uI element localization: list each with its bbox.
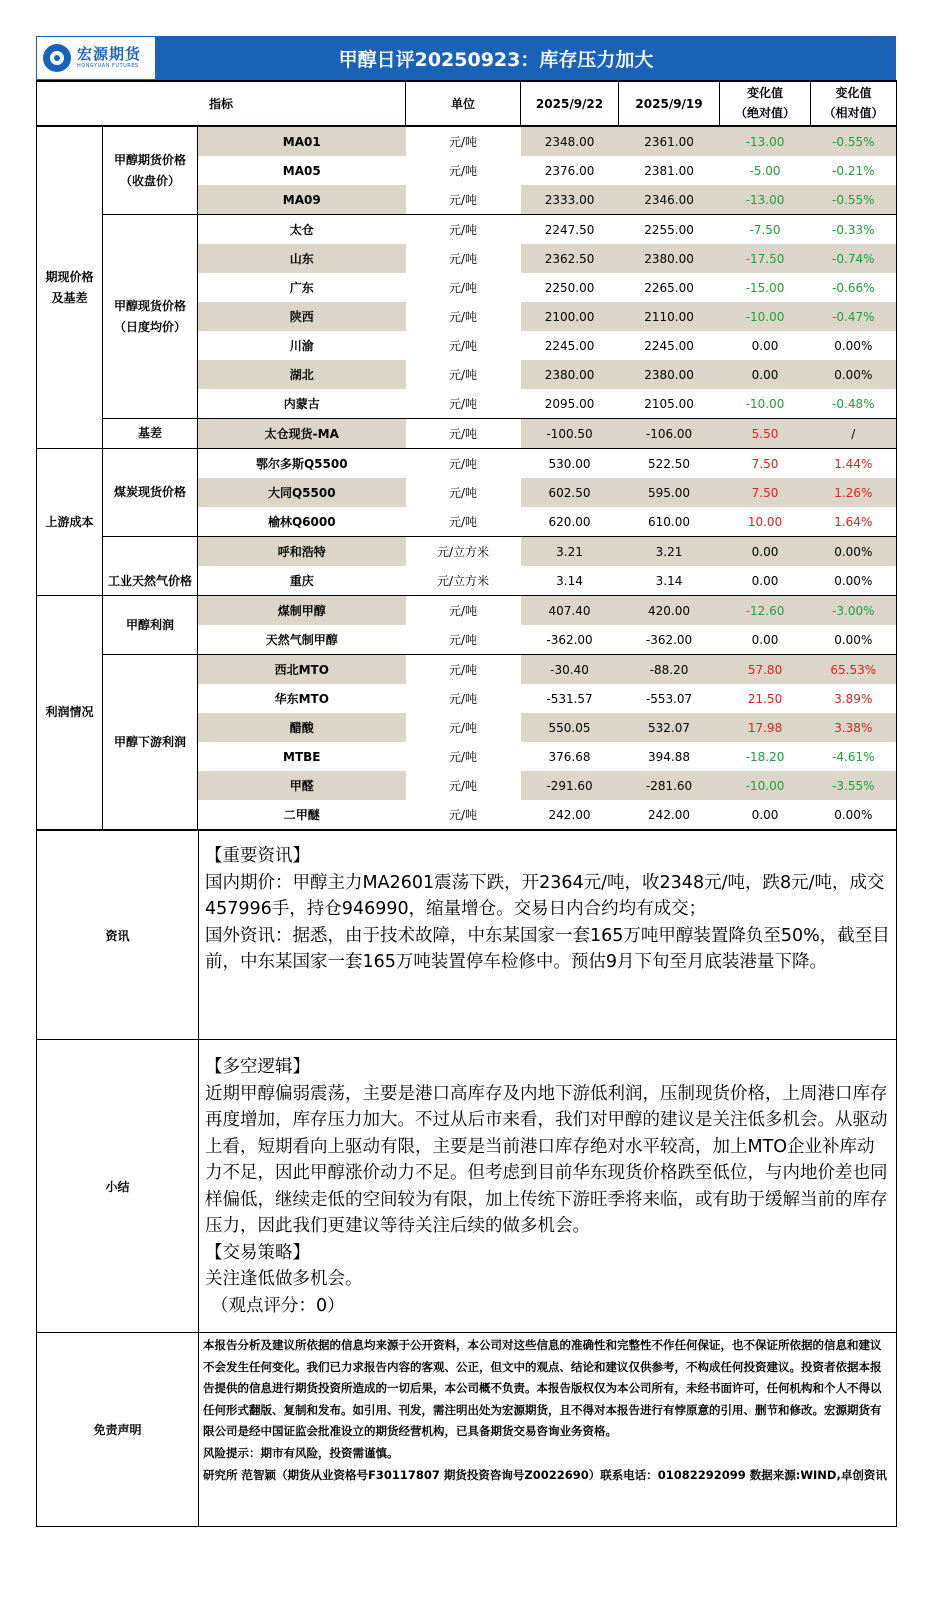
row-change-rel: -0.74% bbox=[811, 244, 897, 273]
row-change-abs: -12.60 bbox=[720, 596, 811, 626]
row-name: 大同Q5500 bbox=[198, 478, 406, 507]
row-name: 陕西 bbox=[198, 302, 406, 331]
row-change-rel: 0.00% bbox=[811, 331, 897, 360]
row-value-date2: 3.14 bbox=[619, 566, 720, 596]
row-change-abs: 0.00 bbox=[720, 625, 811, 655]
row-value-date2: -106.00 bbox=[619, 419, 720, 449]
row-value-date1: 2100.00 bbox=[521, 302, 619, 331]
row-value-date1: 550.05 bbox=[521, 713, 619, 742]
row-change-rel: 3.89% bbox=[811, 684, 897, 713]
table-row bbox=[37, 215, 897, 245]
row-change-rel: -0.55% bbox=[811, 126, 897, 156]
row-value-date1: 2333.00 bbox=[521, 185, 619, 215]
row-unit: 元/吨 bbox=[449, 486, 478, 500]
row-name: 太仓 bbox=[198, 215, 406, 245]
row-value-date1: 3.21 bbox=[521, 537, 619, 567]
row-value-date2: 2361.00 bbox=[619, 126, 720, 156]
row-unit: 元/吨 bbox=[406, 507, 521, 537]
row-change-rel: -0.66% bbox=[811, 273, 897, 302]
row-value-date2: 2380.00 bbox=[619, 360, 720, 389]
row-value-date1: -100.50 bbox=[521, 419, 619, 449]
table-row bbox=[37, 419, 897, 449]
row-value-date1: 3.14 bbox=[521, 566, 619, 596]
row-value-date1: -291.60 bbox=[521, 771, 619, 800]
row-value-date1: 376.68 bbox=[548, 749, 591, 764]
row-name: 醋酸 bbox=[198, 713, 406, 742]
report-title: 甲醇日评20250923：库存压力加大 bbox=[338, 48, 654, 71]
row-change-abs: 5.50 bbox=[720, 419, 811, 449]
row-value-date2: 610.00 bbox=[619, 507, 720, 537]
row-name: MTBE bbox=[198, 742, 406, 771]
row-name: 天然气制甲醇 bbox=[198, 625, 406, 655]
column-header-row bbox=[37, 81, 897, 126]
row-change-abs: 0.00 bbox=[720, 360, 811, 389]
row-value-date2: -553.07 bbox=[645, 691, 693, 706]
row-value-date1: 2362.50 bbox=[521, 244, 619, 273]
row-unit: 元/吨 bbox=[449, 339, 478, 353]
row-change-rel: -0.47% bbox=[811, 302, 897, 331]
row-change-abs: 0.00 bbox=[720, 566, 811, 596]
row-change-rel: 0.00% bbox=[811, 537, 897, 567]
row-value-date2: 595.00 bbox=[619, 478, 720, 507]
row-change-abs: -7.50 bbox=[749, 222, 781, 237]
row-name: 广东 bbox=[198, 273, 406, 302]
row-change-rel: / bbox=[811, 419, 897, 449]
row-name: 山东 bbox=[198, 244, 406, 273]
col-unit: 单位 bbox=[406, 81, 521, 126]
author-info: 研究所 范智颖（期货从业资格号F30117807 期货投资咨询号Z0022690）联系电话：01082292099 数据来源:WIND,卓创资讯 bbox=[203, 1467, 887, 1482]
row-name: 榆林Q6000 bbox=[198, 507, 406, 537]
row-unit: 元/吨 bbox=[449, 310, 478, 324]
table-row bbox=[37, 449, 897, 479]
row-value-date1: 2376.00 bbox=[544, 163, 595, 178]
table-row bbox=[37, 655, 897, 685]
row-value-date2: 242.00 bbox=[619, 800, 720, 830]
row-value-date1: 2250.00 bbox=[544, 280, 595, 295]
row-change-rel: 65.53% bbox=[811, 655, 897, 685]
row-value-date1: -531.57 bbox=[546, 691, 593, 706]
summary-content bbox=[199, 1040, 896, 1319]
section-label: 利润情况 bbox=[37, 596, 103, 830]
row-change-abs: -5.00 bbox=[749, 163, 781, 178]
table-row bbox=[37, 596, 897, 626]
row-value-date2: 2245.00 bbox=[644, 338, 694, 353]
logo-icon bbox=[43, 44, 71, 72]
disclaimer-content bbox=[199, 1333, 896, 1488]
row-change-abs: -15.00 bbox=[745, 280, 785, 295]
row-name: 重庆 bbox=[198, 566, 406, 596]
row-unit: 元/立方米 bbox=[437, 545, 490, 559]
subgroup-label: 煤炭现货价格 bbox=[103, 449, 198, 537]
news-row bbox=[37, 831, 897, 1040]
row-unit: 元/吨 bbox=[449, 692, 478, 706]
news-domestic: 国内期价：甲醇主力MA2601震荡下跌，开2364元/吨，收2348元/吨，跌8元/吨，成交457996手，持仓946990，缩量增仓。交易日内合约均有成交； bbox=[205, 872, 885, 919]
disclaimer-label: 免责声明 bbox=[37, 1333, 199, 1527]
report-sheet bbox=[36, 36, 896, 1527]
row-change-rel: -4.61% bbox=[811, 742, 897, 771]
row-name: 二甲醚 bbox=[198, 800, 406, 830]
row-value-date2: 394.88 bbox=[648, 749, 691, 764]
row-name: MA09 bbox=[198, 185, 406, 215]
row-value-date1: 242.00 bbox=[521, 800, 619, 830]
row-name: 鄂尔多斯Q5500 bbox=[198, 449, 406, 479]
row-name: MA05 bbox=[198, 156, 406, 185]
row-name: 内蒙古 bbox=[198, 389, 406, 419]
col-indicator: 指标 bbox=[37, 81, 406, 126]
row-unit: 元/吨 bbox=[406, 625, 521, 655]
row-value-date1: 407.40 bbox=[521, 596, 619, 626]
row-value-date1: 620.00 bbox=[521, 507, 619, 537]
row-name: 甲醛 bbox=[198, 771, 406, 800]
row-value-date1: 602.50 bbox=[521, 478, 619, 507]
row-value-date2: -281.60 bbox=[619, 771, 720, 800]
row-change-abs: -13.00 bbox=[720, 185, 811, 215]
row-value-date2: 2105.00 bbox=[619, 389, 720, 419]
row-value-date1: 2380.00 bbox=[521, 360, 619, 389]
row-change-rel: -0.33% bbox=[811, 215, 897, 245]
row-unit: 元/吨 bbox=[406, 389, 521, 419]
col-change-rel: 变化值 （相对值） bbox=[811, 81, 897, 126]
row-name: 呼和浩特 bbox=[198, 537, 406, 567]
summary-heading: 【多空逻辑】 bbox=[205, 1057, 310, 1077]
row-change-abs: 7.50 bbox=[720, 478, 811, 507]
row-value-date1: 2247.50 bbox=[544, 222, 595, 237]
row-change-rel: -0.48% bbox=[811, 389, 897, 419]
row-value-date2: 2346.00 bbox=[619, 185, 720, 215]
row-unit: 元/吨 bbox=[449, 604, 478, 618]
commentary-table bbox=[36, 830, 897, 1527]
row-value-date2: 2380.00 bbox=[619, 244, 720, 273]
row-change-rel: -0.21% bbox=[811, 156, 897, 185]
row-name: 华东MTO bbox=[198, 684, 406, 713]
row-unit: 元/立方米 bbox=[406, 566, 521, 596]
row-value-date2: 2265.00 bbox=[644, 280, 694, 295]
row-change-abs: -10.00 bbox=[720, 389, 811, 419]
row-unit: 元/吨 bbox=[449, 721, 478, 735]
row-change-abs: -13.00 bbox=[720, 126, 811, 156]
logo-name-en: HONGYUAN FUTURES bbox=[77, 63, 139, 69]
row-name: 湖北 bbox=[198, 360, 406, 389]
row-name: 煤制甲醇 bbox=[198, 596, 406, 626]
row-value-date2: -88.20 bbox=[619, 655, 720, 685]
subgroup-label: 甲醇下游利润 bbox=[103, 655, 198, 830]
row-value-date2: 2381.00 bbox=[644, 163, 694, 178]
news-heading: 【重要资讯】 bbox=[205, 846, 310, 866]
row-value-date2: 532.07 bbox=[619, 713, 720, 742]
section-label: 期现价格 及基差 bbox=[37, 126, 103, 449]
row-value-date1: 2245.00 bbox=[544, 338, 595, 353]
summary-label: 小结 bbox=[37, 1040, 199, 1333]
row-change-abs: 0.00 bbox=[720, 537, 811, 567]
row-change-abs: -10.00 bbox=[720, 302, 811, 331]
row-value-date1: 2095.00 bbox=[521, 389, 619, 419]
subgroup-label: 基差 bbox=[103, 419, 198, 449]
row-value-date1: -362.00 bbox=[521, 625, 619, 655]
row-unit: 元/吨 bbox=[449, 750, 478, 764]
row-unit: 元/吨 bbox=[406, 185, 521, 215]
row-change-rel: -3.00% bbox=[811, 596, 897, 626]
row-value-date2: 2110.00 bbox=[619, 302, 720, 331]
col-date1: 2025/9/22 bbox=[521, 81, 619, 126]
row-unit: 元/吨 bbox=[449, 281, 478, 295]
row-unit: 元/吨 bbox=[449, 223, 478, 237]
row-unit: 元/吨 bbox=[449, 164, 478, 178]
row-unit: 元/吨 bbox=[449, 135, 478, 149]
row-value-date1: 2348.00 bbox=[521, 126, 619, 156]
row-value-date2: 2255.00 bbox=[644, 222, 694, 237]
row-change-rel: 1.26% bbox=[811, 478, 897, 507]
report-header bbox=[36, 36, 896, 80]
row-change-abs: 57.80 bbox=[720, 655, 811, 685]
row-unit: 元/吨 bbox=[449, 252, 478, 266]
subgroup-label: 甲醇现货价格 （日度均价） bbox=[103, 215, 198, 419]
table-row bbox=[37, 126, 897, 156]
row-change-abs: 21.50 bbox=[747, 691, 783, 706]
row-change-abs: 10.00 bbox=[720, 507, 811, 537]
row-change-rel: 1.64% bbox=[811, 507, 897, 537]
row-name: MA01 bbox=[198, 126, 406, 156]
section-label: 上游成本 bbox=[37, 449, 103, 596]
row-unit: 元/吨 bbox=[406, 419, 521, 449]
row-change-abs: 0.00 bbox=[720, 800, 811, 830]
news-overseas: 国外资讯：据悉，由于技术故障，中东某国家一套165万吨甲醇装置降负至50%，截至目前，中东某国家一套165万吨装置停车检修中。预估9月下旬至月底装港量下降。 bbox=[205, 925, 890, 972]
row-change-abs: 17.98 bbox=[720, 713, 811, 742]
row-unit: 元/吨 bbox=[449, 779, 478, 793]
row-change-abs: -17.50 bbox=[720, 244, 811, 273]
row-name: 西北MTO bbox=[198, 655, 406, 685]
row-change-rel: 1.44% bbox=[811, 449, 897, 479]
row-value-date2: 522.50 bbox=[648, 456, 691, 471]
subgroup-label: 甲醇利润 bbox=[103, 596, 198, 655]
row-value-date2: 420.00 bbox=[619, 596, 720, 626]
row-value-date2: 3.21 bbox=[619, 537, 720, 567]
news-label: 资讯 bbox=[37, 831, 199, 1040]
risk-notice: 风险提示：期市有风险，投资需谨慎。 bbox=[203, 1445, 399, 1460]
row-change-rel: 0.00% bbox=[811, 360, 897, 389]
disclaimer-row bbox=[37, 1333, 897, 1527]
row-change-rel: 0.00% bbox=[811, 800, 897, 830]
row-unit: 元/吨 bbox=[449, 457, 478, 471]
row-name: 川渝 bbox=[198, 331, 406, 360]
row-value-date2: -362.00 bbox=[619, 625, 720, 655]
row-change-rel: -3.55% bbox=[811, 771, 897, 800]
row-unit: 元/吨 bbox=[449, 368, 478, 382]
row-change-abs: -10.00 bbox=[720, 771, 811, 800]
col-change-abs: 变化值 （绝对值） bbox=[720, 81, 811, 126]
row-change-abs: 7.50 bbox=[751, 456, 779, 471]
table-row bbox=[37, 537, 897, 567]
logo-name-cn: 宏源期货 bbox=[77, 45, 142, 63]
row-unit: 元/吨 bbox=[449, 663, 478, 677]
news-content bbox=[199, 831, 896, 976]
row-change-rel: -0.55% bbox=[811, 185, 897, 215]
row-value-date1: -30.40 bbox=[521, 655, 619, 685]
row-change-rel: 3.38% bbox=[811, 713, 897, 742]
strategy-heading: 【交易策略】 bbox=[205, 1242, 310, 1263]
row-value-date1: 530.00 bbox=[548, 456, 591, 471]
summary-row bbox=[37, 1040, 897, 1333]
row-unit: 元/吨 bbox=[406, 800, 521, 830]
row-change-abs: 0.00 bbox=[751, 338, 779, 353]
subgroup-label: 甲醇期货价格 （收盘价） bbox=[103, 126, 198, 215]
summary-logic: 近期甲醇偏弱震荡，主要是港口高库存及内地下游低利润，压制现货价格，上周港口库存再度增加，库存压力加大。不过从后市来看，我们对甲醇的建议是关注低多机会。从驱动上看，短期看向上驱动有限，主要是当前港口库存绝对水平较高，加上MTO企业补库动力不足，因此甲醇涨价动力不足。但考虑到目前华东现货价格跌至低位，与内地价差也同样偏低，继续走低的空间较为有限，加上传统下游旺季将来临，或有助于缓解当前的库存压力，因此我们更建议等待关注后续的做多机会。 bbox=[205, 1083, 888, 1236]
company-logo bbox=[36, 36, 156, 80]
strategy-text: 关注逢低做多机会。 bbox=[205, 1269, 363, 1289]
subgroup-label: 工业天然气价格 bbox=[103, 537, 198, 596]
price-table bbox=[36, 80, 897, 830]
col-date2: 2025/9/19 bbox=[619, 81, 720, 126]
row-change-abs: -18.20 bbox=[745, 749, 785, 764]
row-name: 太仓现货-MA bbox=[198, 419, 406, 449]
rating-text: （观点评分：0） bbox=[211, 1295, 345, 1316]
row-change-rel: 0.00% bbox=[811, 625, 897, 655]
disclaimer-text: 本报告分析及建议所依据的信息均来源于公开资料，本公司对这些信息的准确性和完整性不作任何保证，也不保证所依据的信息和建议不会发生任何变化。我们已力求报告内容的客观、公正，但文中的观点、结论和建议仅供参考，不构成任何投资建议。投资者依据本报告提供的信息进行期货投资所造成的一切后果，本公司概不负责。本报告版权仅为本公司所有，未经书面许可，任何机构和个人不得以任何形式翻版、复制和发布。如引用、刊发，需注明出处为宏源期货，且不得对本报告进行有悖原意的引用、删节和修改。宏源期货有限公司是经中国证监会批准设立的期货经营机构，已具备期货交易咨询业务资格。 bbox=[203, 1338, 882, 1439]
row-change-rel: 0.00% bbox=[811, 566, 897, 596]
